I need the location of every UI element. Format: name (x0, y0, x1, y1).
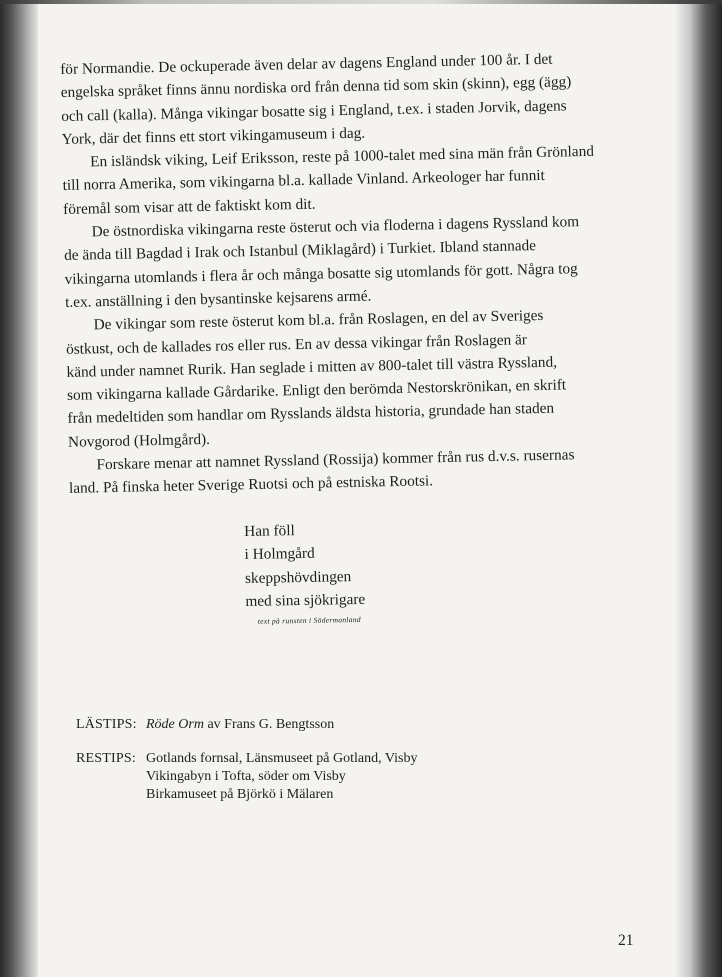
poem-line: Han föll (244, 522, 295, 540)
restips-item: Gotlands fornsal, Länsmuseet på Gotland, Visby (146, 751, 418, 766)
lastips-author: av Frans G. Bengtsson (203, 717, 335, 732)
restips-content (146, 750, 417, 804)
body-text (60, 46, 645, 501)
lastips-book-title: Röde Orm (146, 717, 204, 732)
paragraph-ryssland-name: Forskare menar att namnet Ryssland (Rossija) kommer från rus d.v.s. rusernas land. På finska heter Sverige Ruotsi och på estniska Rootsi. (68, 446, 575, 498)
poem-line: skeppshövdingen (244, 567, 352, 587)
lastips-label: LÄSTIPS: (76, 717, 137, 732)
lastips-content (146, 716, 334, 734)
poem-caption: text på runsten i Södermanland (257, 614, 361, 626)
tips-section (76, 716, 636, 820)
restips-label: RESTIPS: (76, 751, 136, 766)
poem-line: med sina sjökrigare (245, 591, 366, 611)
poem-line: i Holmgård (244, 545, 315, 564)
page-number: 21 (618, 932, 634, 949)
lastips-row (76, 716, 636, 734)
paragraph-leif-eriksson: En isländsk viking, Leif Eriksson, reste på 1000-talet med sina män från Grönland till norra Amerika, som vikingarna bl.a. kallade Vinland. Arkeologer har funnit föremål som visar att de faktiskt kom dit. (62, 143, 595, 218)
restips-item: Birkamuseet på Björkö i Mälaren (146, 787, 334, 802)
restips-row (76, 750, 636, 804)
restips-item: Vikingabyn i Tofta, söder om Visby (146, 769, 346, 784)
runestone-poem (244, 516, 486, 627)
paragraph-ostnordiska: De östnordiska vikingarna reste österut och via floderna i dagens Ryssland kom de ända till Bagdad i Irak och Istanbul (Miklagård) i Turkiet. Ibland stannade vikingarna utomlands i flera år och många bosatte sig utomlands för gott. Några tog t.ex. anställning i den bysantinske kejsarens armé. (63, 213, 580, 311)
paragraph-roslagen: De vikingar som reste österut kom bl.a. från Roslagen, en del av Sveriges östkust, och de kallades ros eller rus. En av dessa vikingar från Roslagen är känd under namnet Rurik. Han seglade i mitten av 800-talet till västra Ryssland, som vikingarna kallade Gårdarike. Enligt den berömda Nestorskrönikan, en skrift från medeltiden som handlar om Rysslands äldsta historia, grundade han staden Novgorod (Holmgård). (65, 307, 567, 451)
paragraph-normandie: för Normandie. De ockuperade även delar av dagens England under 100 år. I det engelska språket finns ännu nordiska ord från denna tid som skin (skinn), egg (ägg) och call (kalla). Många vikingar bosatte sig i England, t.ex. i staden Jorvik, dagens York, där det finns ett stort vikingamuseum i dag. (60, 50, 572, 148)
